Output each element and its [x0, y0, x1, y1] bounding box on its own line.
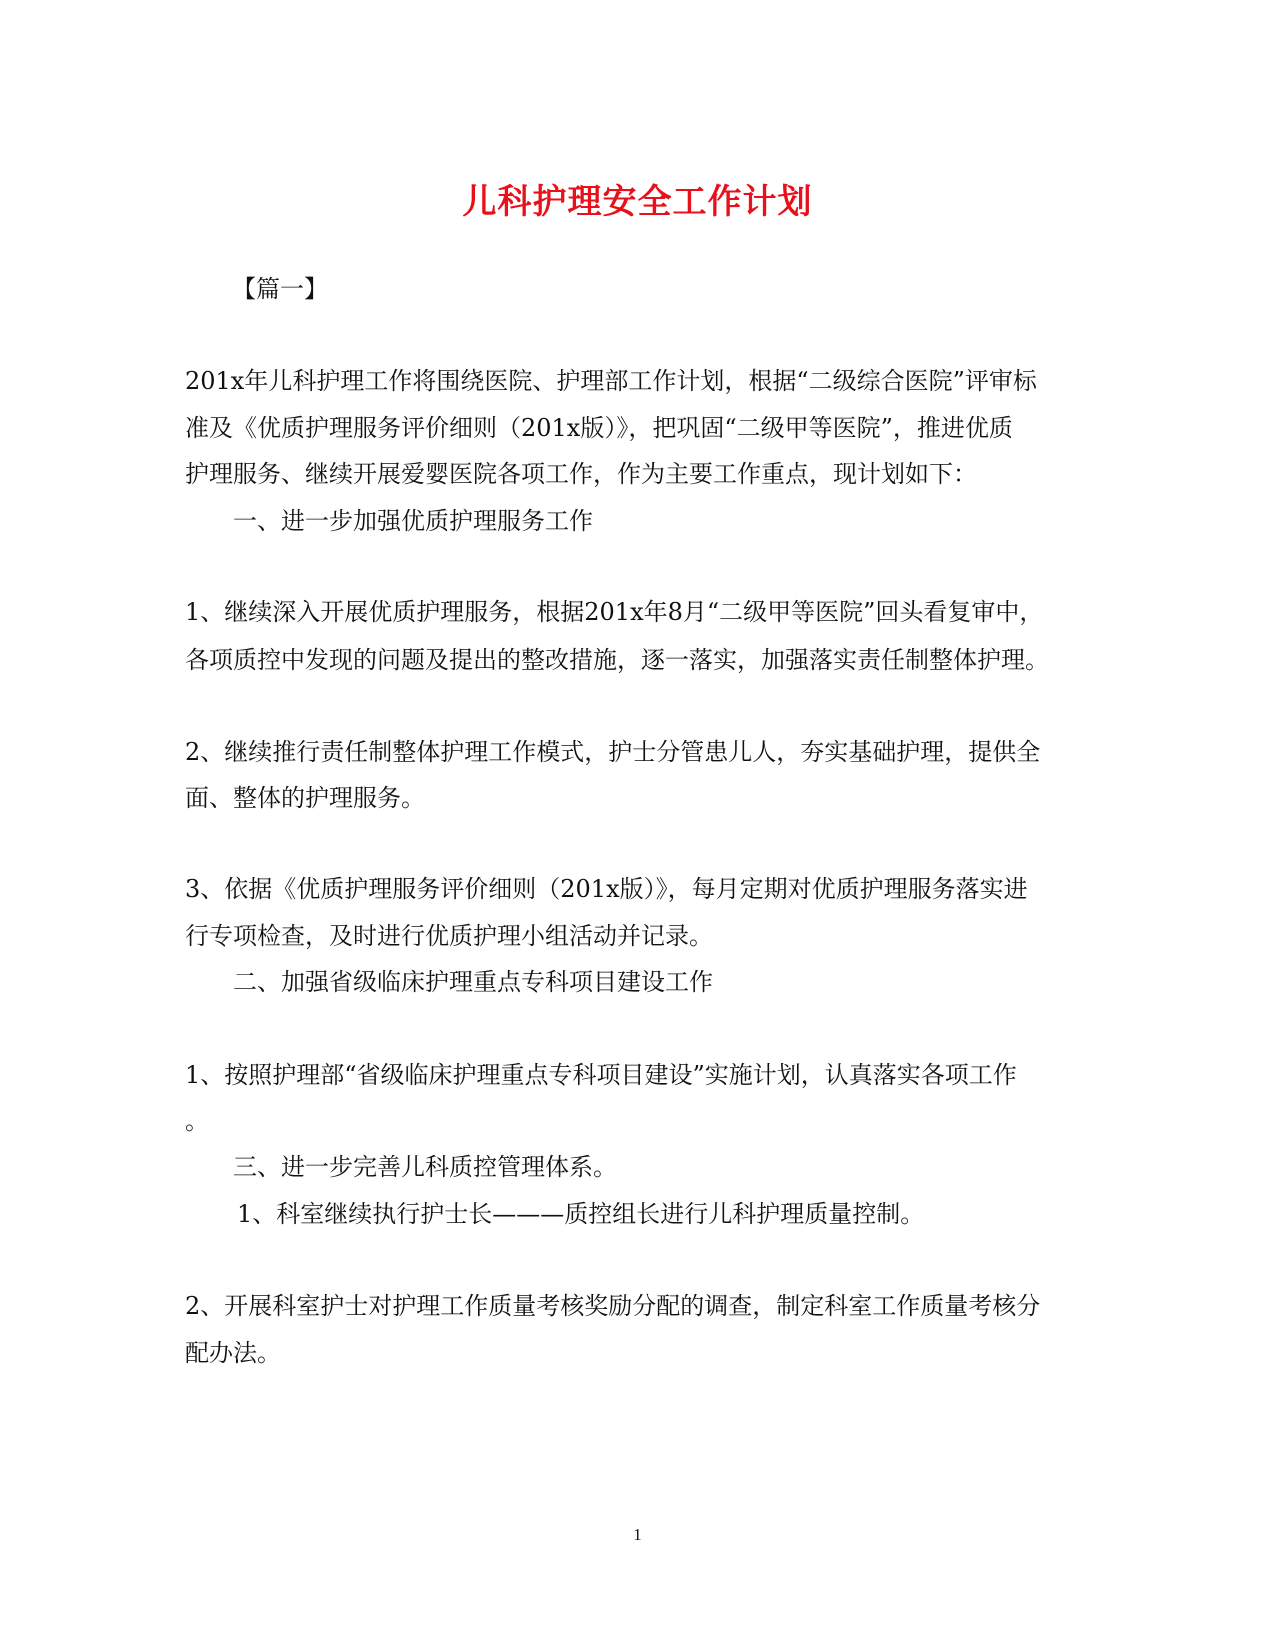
paragraph-line: 面、整体的护理服务。 [185, 784, 425, 812]
paragraph-line: 1、继续深入开展优质护理服务，根据201x年8月“二级甲等医院”回头看复审中， [185, 598, 1044, 626]
paragraph-line: 2、继续推行责任制整体护理工作模式，护士分管患儿人，夯实基础护理，提供全 [185, 738, 1041, 766]
paragraph-line: 行专项检查，及时进行优质护理小组活动并记录。 [185, 922, 713, 950]
paragraph-line: 各项质控中发现的问题及提出的整改措施，逐一落实，加强落实责任制整体护理。 [185, 646, 1049, 674]
document-title: 儿科护理安全工作计划 [462, 182, 813, 222]
paragraph-line: 。 [185, 1107, 209, 1135]
section-heading: 三、进一步完善儿科质控管理体系。 [233, 1153, 617, 1181]
paragraph-line: 1、按照护理部“省级临床护理重点专科项目建设”实施计划，认真落实各项工作 [185, 1061, 1017, 1089]
paragraph-line: 护理服务、继续开展爱婴医院各项工作，作为主要工作重点，现计划如下： [185, 460, 977, 488]
page-number: 1 [633, 1525, 642, 1544]
paragraph-line: 3、依据《优质护理服务评价细则（201x版）》，每月定期对优质护理服务落实进 [185, 875, 1028, 903]
section-heading: 二、加强省级临床护理重点专科项目建设工作 [233, 968, 713, 996]
paragraph-line: 配办法。 [185, 1339, 281, 1367]
section-mark: 【篇一】 [232, 275, 328, 303]
section-heading: 一、进一步加强优质护理服务工作 [233, 507, 593, 535]
paragraph-line: 2、开展科室护士对护理工作质量考核奖励分配的调查，制定科室工作质量考核分 [185, 1292, 1041, 1320]
paragraph-line: 201x年儿科护理工作将围绕医院、护理部工作计划，根据“二级综合医院”评审标 [185, 367, 1037, 395]
paragraph-line: 准及《优质护理服务评价细则（201x版）》，把巩固“二级甲等医院”，推进优质 [185, 414, 1013, 442]
paragraph-line: 1、科室继续执行护士长———质控组长进行儿科护理质量控制。 [237, 1200, 925, 1228]
